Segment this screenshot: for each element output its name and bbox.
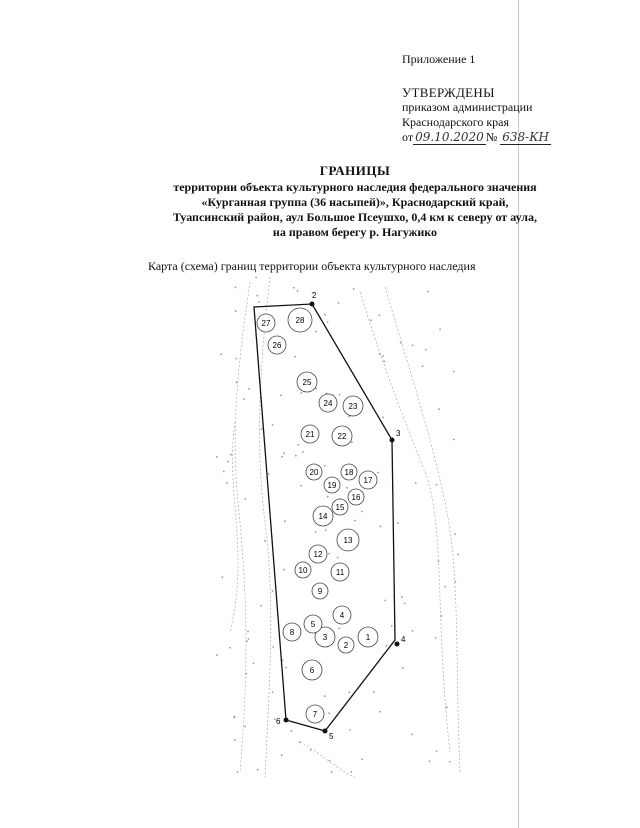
mound-label: 15 xyxy=(335,503,345,512)
approval-date: 09.10.2020 xyxy=(415,130,484,144)
mound-7 xyxy=(306,705,324,723)
mound-label: 8 xyxy=(289,628,295,637)
terrain-dots xyxy=(216,277,459,774)
mound-27 xyxy=(257,314,275,332)
terrain-dot xyxy=(411,734,413,736)
mound-6 xyxy=(302,660,322,680)
terrain-dot xyxy=(353,288,355,290)
terrain-dot xyxy=(327,321,329,323)
terrain-dot xyxy=(325,529,327,531)
terrain-dot xyxy=(436,750,438,752)
terrain-dot xyxy=(300,485,302,487)
mound-label: 26 xyxy=(272,341,282,350)
terrain-dot xyxy=(331,771,333,773)
mound-label: 12 xyxy=(313,550,323,559)
terrain-dot xyxy=(436,484,438,486)
terrain-dot xyxy=(223,471,225,473)
terrain-dot xyxy=(324,465,326,467)
terrain-dot xyxy=(298,444,300,446)
mound-14 xyxy=(313,506,333,526)
terrain-dot xyxy=(397,522,399,524)
terrain-dot xyxy=(455,581,457,583)
heading-line-1: территории объекта культурного наследия федерального значения xyxy=(173,180,537,194)
terrain-dot xyxy=(427,291,429,293)
terrain-dot xyxy=(310,749,312,751)
terrain-dot xyxy=(315,388,317,390)
mound-11 xyxy=(331,563,349,581)
mound-label: 2 xyxy=(343,641,349,650)
terrain-dot xyxy=(422,365,424,367)
boundary-point-label-3: 3 xyxy=(396,429,401,438)
terrain-dot xyxy=(400,342,402,344)
mound-5 xyxy=(304,615,322,633)
mound-label: 7 xyxy=(312,710,318,719)
terrain-dot xyxy=(361,511,363,513)
terrain-dot xyxy=(438,560,440,562)
terrain-dot xyxy=(382,417,384,419)
terrain-dot xyxy=(248,638,250,640)
appendix-label: Приложение 1 xyxy=(402,52,476,66)
terrain-dot xyxy=(348,692,350,694)
terrain-dot xyxy=(435,637,437,639)
terrain-dot xyxy=(284,520,286,522)
terrain-dot xyxy=(328,553,330,555)
boundary-point-5 xyxy=(323,729,328,734)
terrain-dot xyxy=(293,287,295,289)
approval-number-prefix: № xyxy=(485,130,498,144)
boundary-point-label-6: 6 xyxy=(276,717,281,726)
mound-25 xyxy=(297,372,317,392)
boundary-point-label-5: 5 xyxy=(329,732,334,741)
approval-date-row xyxy=(402,130,551,145)
terrain-dot xyxy=(227,461,229,463)
mound-12 xyxy=(309,545,327,563)
terrain-dot xyxy=(222,576,224,578)
terrain-dot xyxy=(327,496,329,498)
terrain-dot xyxy=(283,569,285,571)
terrain-dot xyxy=(260,605,262,607)
approval-line-2: Краснодарского края xyxy=(402,115,510,129)
terrain-dot xyxy=(272,691,274,693)
mound-15 xyxy=(332,499,348,515)
mound-label: 6 xyxy=(309,666,315,675)
terrain-dot xyxy=(291,730,293,732)
mound-1 xyxy=(358,627,378,647)
approval-number: 638-КН xyxy=(502,130,549,144)
terrain-dot xyxy=(384,600,386,602)
mound-label: 23 xyxy=(348,402,358,411)
terrain-dot xyxy=(216,456,218,458)
terrain-dot xyxy=(339,628,341,630)
mound-16 xyxy=(348,489,364,505)
terrain-dot xyxy=(258,301,260,303)
mound-label: 3 xyxy=(322,633,328,642)
mound-label: 19 xyxy=(327,481,337,490)
contour-lines xyxy=(230,277,460,777)
terrain-dot xyxy=(255,277,257,279)
terrain-dot xyxy=(237,771,239,773)
terrain-dot xyxy=(281,456,283,458)
terrain-dot xyxy=(444,586,446,588)
terrain-dot xyxy=(370,319,372,321)
mound-17 xyxy=(359,471,377,489)
terrain-dot xyxy=(281,754,283,756)
terrain-dot xyxy=(339,394,341,396)
terrain-dot xyxy=(351,441,353,443)
terrain-dot xyxy=(337,557,339,559)
terrain-dot xyxy=(294,356,296,358)
boundary-point-2 xyxy=(310,302,315,307)
terrain-dot xyxy=(415,482,417,484)
terrain-dot xyxy=(230,454,232,456)
terrain-dot xyxy=(438,408,440,410)
terrain-dot xyxy=(412,344,414,346)
terrain-dot xyxy=(302,451,304,453)
terrain-dot xyxy=(354,520,356,522)
mound-2 xyxy=(338,637,354,653)
approval-title: УТВЕРЖДЕНЫ xyxy=(402,85,495,100)
terrain-dot xyxy=(247,631,249,633)
terrain-dot xyxy=(328,712,330,714)
terrain-dot xyxy=(453,439,455,441)
boundary-point-4 xyxy=(395,642,400,647)
terrain-dot xyxy=(272,646,274,648)
terrain-dot xyxy=(412,630,414,632)
terrain-dot xyxy=(261,428,263,430)
terrain-dot xyxy=(457,554,459,556)
terrain-dot xyxy=(404,603,406,605)
mound-4 xyxy=(333,606,351,624)
terrain-dot xyxy=(229,647,231,649)
mound-label: 10 xyxy=(298,566,308,575)
terrain-dot xyxy=(361,759,363,761)
terrain-dot xyxy=(329,760,331,762)
mound-26 xyxy=(268,336,286,354)
terrain-dot xyxy=(350,771,352,773)
terrain-dot xyxy=(272,590,274,592)
approval-line-1: приказом администрации xyxy=(402,100,533,114)
mound-label: 18 xyxy=(344,468,354,477)
mound-label: 25 xyxy=(302,378,312,387)
mound-18 xyxy=(341,464,357,480)
mound-23 xyxy=(343,396,363,416)
terrain-dot xyxy=(425,349,427,351)
terrain-dot xyxy=(257,769,259,771)
terrain-dot xyxy=(248,388,250,390)
map-caption: Карта (схема) границ территории объекта культурного наследия xyxy=(148,259,476,273)
mound-20 xyxy=(306,464,322,480)
terrain-dot xyxy=(246,640,248,642)
terrain-dot xyxy=(377,472,379,474)
approval-from-prefix: от xyxy=(402,130,414,144)
terrain-dot xyxy=(439,329,441,331)
terrain-dot xyxy=(391,625,393,627)
mound-label: 14 xyxy=(318,512,328,521)
terrain-dot xyxy=(272,424,274,426)
terrain-dot xyxy=(243,398,245,400)
terrain-dot xyxy=(220,353,222,355)
mound-label: 1 xyxy=(365,633,371,642)
terrain-dot xyxy=(441,615,443,617)
terrain-dot xyxy=(379,711,381,713)
terrain-dot xyxy=(454,533,456,535)
terrain-dot xyxy=(346,487,348,489)
terrain-dot xyxy=(449,761,451,763)
terrain-dot xyxy=(373,691,375,693)
terrain-dot xyxy=(382,355,384,357)
boundary-map xyxy=(210,272,470,782)
terrain-dot xyxy=(264,540,266,542)
mound-10 xyxy=(295,562,311,578)
boundary-point-6 xyxy=(284,718,289,723)
mound-28 xyxy=(288,308,312,332)
terrain-dot xyxy=(315,531,317,533)
terrain-dot xyxy=(402,667,404,669)
terrain-dot xyxy=(349,729,351,731)
terrain-dot xyxy=(216,654,218,656)
mound-label: 16 xyxy=(351,493,361,502)
terrain-dot xyxy=(386,645,388,647)
terrain-dot xyxy=(295,455,297,457)
heading-line-4: на правом берегу р. Нагужико xyxy=(272,225,438,239)
terrain-dot xyxy=(233,717,235,719)
terrain-dot xyxy=(379,314,381,316)
mound-22 xyxy=(332,426,352,446)
mound-label: 17 xyxy=(363,476,373,485)
heading-main: ГРАНИЦЫ xyxy=(319,163,391,178)
terrain-dot xyxy=(244,498,246,500)
mound-19 xyxy=(324,477,340,493)
terrain-dot xyxy=(297,290,299,292)
terrain-dot xyxy=(234,739,236,741)
terrain-dot xyxy=(235,310,237,312)
terrain-dot xyxy=(324,314,326,316)
mound-24 xyxy=(319,394,337,412)
terrain-dot xyxy=(338,302,340,304)
terrain-dot xyxy=(446,706,448,708)
mound-label: 27 xyxy=(261,319,271,328)
terrain-dot xyxy=(268,473,270,475)
mound-label: 4 xyxy=(339,611,345,620)
terrain-dot xyxy=(315,331,317,333)
terrain-dot xyxy=(235,358,237,360)
terrain-dot xyxy=(401,596,403,598)
boundary-point-3 xyxy=(390,438,395,443)
boundary-point-label-4: 4 xyxy=(401,635,406,644)
heading-line-2: «Курганная группа (36 насыпей)», Краснодарский край, xyxy=(201,195,509,209)
mound-8 xyxy=(283,623,301,641)
terrain-dot xyxy=(280,394,282,396)
terrain-dot xyxy=(285,667,287,669)
terrain-dot xyxy=(429,760,431,762)
terrain-dot xyxy=(283,452,285,454)
terrain-dot xyxy=(256,295,258,297)
heading-line-3: Туапсинский район, аул Большое Псеушхо, 0,4 км к северу от аула, xyxy=(172,210,538,224)
approval-block xyxy=(402,85,551,145)
mound-label: 21 xyxy=(305,430,315,439)
boundary-points xyxy=(276,291,406,741)
terrain-dot xyxy=(299,741,301,743)
mound-label: 24 xyxy=(323,399,333,408)
mound-label: 13 xyxy=(343,536,353,545)
document-heading xyxy=(120,163,590,240)
terrain-dot xyxy=(236,381,238,383)
mound-markers xyxy=(257,308,378,723)
terrain-dot xyxy=(453,371,455,373)
mound-9 xyxy=(312,583,328,599)
terrain-dot xyxy=(235,287,237,289)
mound-label: 20 xyxy=(309,468,319,477)
terrain-dot xyxy=(244,726,246,728)
terrain-dot xyxy=(380,526,382,528)
terrain-dot xyxy=(379,353,381,355)
mound-label: 9 xyxy=(317,587,323,596)
mound-21 xyxy=(301,425,319,443)
terrain-dot xyxy=(383,360,385,362)
mound-label: 5 xyxy=(310,620,316,629)
terrain-dot xyxy=(324,695,326,697)
mound-label: 11 xyxy=(335,568,345,577)
terrain-dot xyxy=(245,673,247,675)
boundary-point-label-2: 2 xyxy=(312,291,317,300)
mound-label: 28 xyxy=(295,316,305,325)
mound-label: 22 xyxy=(337,432,347,441)
mound-13 xyxy=(337,529,359,551)
terrain-dot xyxy=(226,482,228,484)
terrain-dot xyxy=(300,392,302,394)
terrain-dot xyxy=(253,663,255,665)
